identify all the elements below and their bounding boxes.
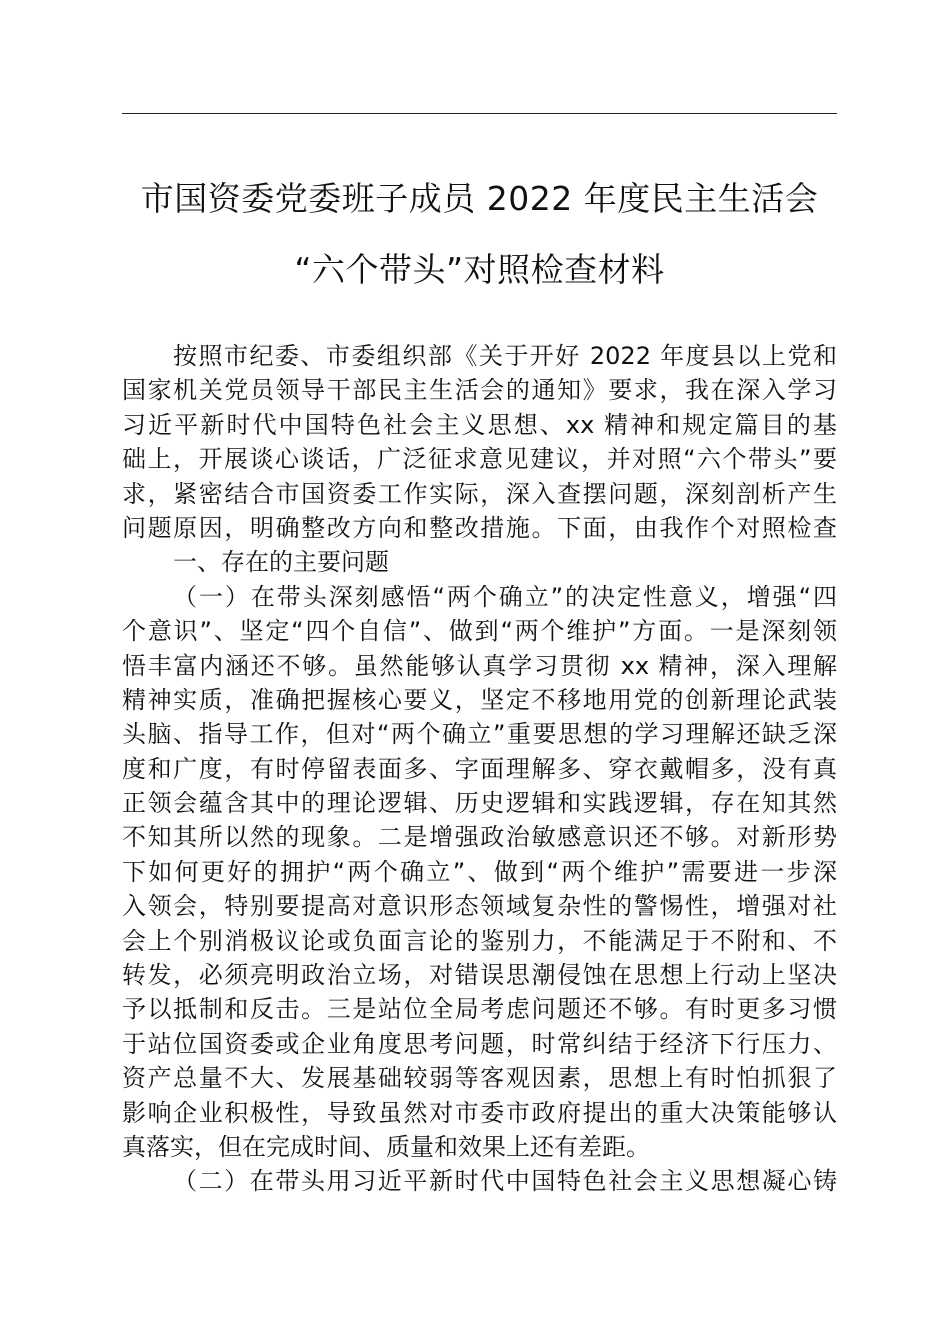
body-text-line: 入领会，特别要提高对意识形态领域复杂性的警惕性，增强对社 [122,892,837,921]
body-text-line: （一）在带头深刻感悟“两个确立”的决定性意义，增强“四 [173,582,837,611]
body-text-line: 正领会蕴含其中的理论逻辑、历史逻辑和实践逻辑，存在知其然 [122,789,837,818]
document-title-line-2: “六个带头”对照检查材料 [294,250,665,289]
body-text-line: 会上个别消极议论或负面言论的鉴别力，不能满足于不附和、不 [122,926,837,955]
body-text-line: 头脑、指导工作，但对“两个确立”重要思想的学习理解还缺乏深 [122,720,837,749]
body-text-line: 精神实质，准确把握核心要义，坚定不移地用党的创新理论武装 [122,685,837,714]
body-text-line: 影响企业积极性，导致虽然对市委市政府提出的重大决策能够认 [122,1098,837,1127]
document-body [122,339,837,1199]
body-text-line: 转发，必须亮明政治立场，对错误思潮侵蚀在思想上行动上坚决 [122,961,837,990]
body-text-line: 真落实，但在完成时间、质量和效果上还有差距。 [122,1132,650,1161]
body-text-line: 一、存在的主要问题 [173,548,389,577]
body-text-line: 习近平新时代中国特色社会主义思想、xx 精神和规定篇目的基 [122,410,837,439]
body-text-line: （二）在带头用习近平新时代中国特色社会主义思想凝心铸 [173,1167,837,1196]
body-text-line: 国家机关党员领导干部民主生活会的通知》要求，我在深入学习 [122,376,837,405]
body-text-line: 于站位国资委或企业角度思考问题，时常纠结于经济下行压力、 [122,1029,837,1058]
body-text-line: 予以抵制和反击。三是站位全局考虑问题还不够。有时更多习惯 [122,995,837,1024]
body-text-line: 个意识”、坚定“四个自信”、做到“两个维护”方面。一是深刻领 [122,617,837,646]
body-text-line: 不知其所以然的现象。二是增强政治敏感意识还不够。对新形势 [122,823,837,852]
body-text-line: 础上，开展谈心谈话，广泛征求意见建议，并对照“六个带头”要 [122,445,837,474]
body-text-line: 度和广度，有时停留表面多、字面理解多、穿衣戴帽多，没有真 [122,754,837,783]
body-text-line: 求，紧密结合市国资委工作实际，深入查摆问题，深刻剖析产生 [122,479,837,508]
body-text-line: 问题原因，明确整改方向和整改措施。下面，由我作个对照检查 [122,513,837,542]
body-text-line: 资产总量不大、发展基础较弱等客观因素，思想上有时怕抓狠了 [122,1064,837,1093]
body-text-line: 悟丰富内涵还不够。虽然能够认真学习贯彻 xx 精神，深入理解 [122,651,837,680]
document-title-line-1: 市国资委党委班子成员 2022 年度民主生活会 [140,179,819,218]
header-rule [122,113,837,114]
body-text-line: 下如何更好的拥护“两个确立”、做到“两个维护”需要进一步深 [122,857,837,886]
body-text-line: 按照市纪委、市委组织部《关于开好 2022 年度县以上党和 [173,342,837,370]
